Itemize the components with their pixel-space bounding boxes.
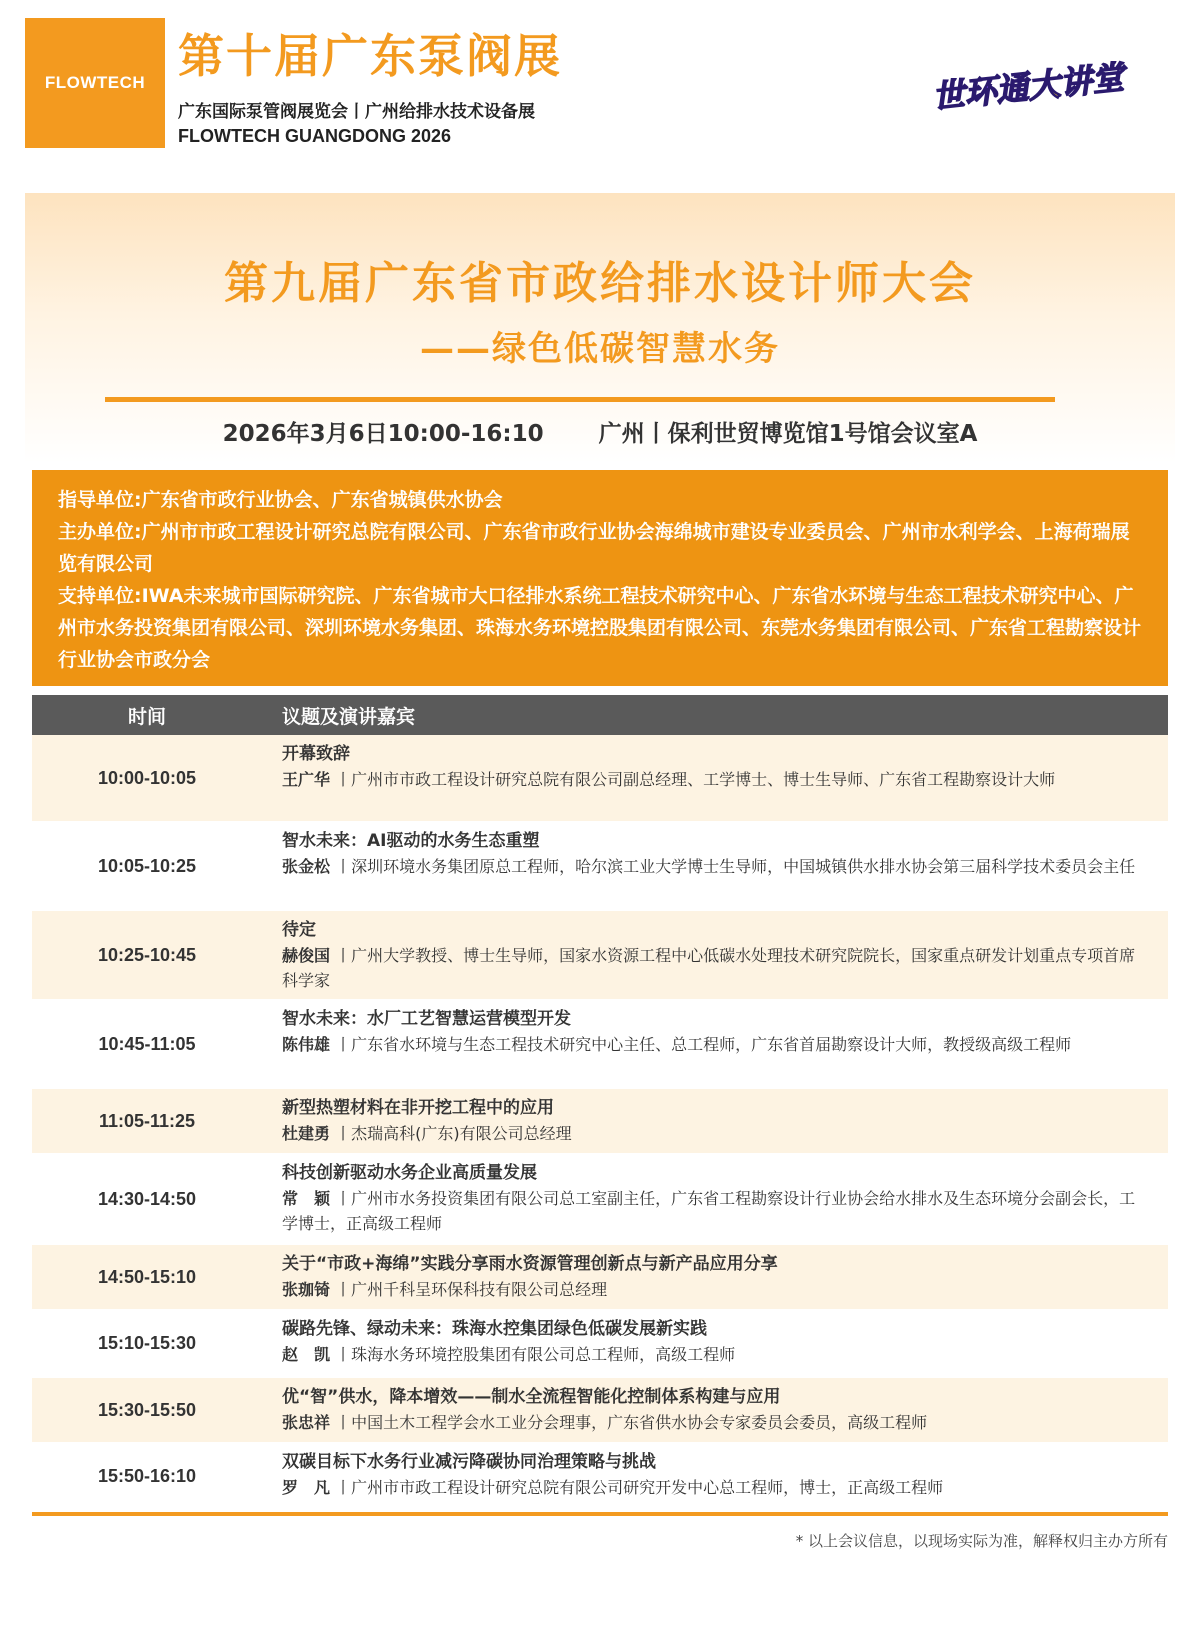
speaker-desc: 广州市市政工程设计研究总院有限公司研究开发中心总工程师，博士，正高级工程师	[351, 1478, 944, 1497]
row-topic: 科技创新驱动水务企业高质量发展	[282, 1163, 537, 1183]
speaker-name: 杜建勇	[282, 1124, 331, 1143]
lecture-badge-logo	[920, 40, 1170, 130]
row-topic: 智水未来：水厂工艺智慧运营模型开发	[282, 1009, 571, 1029]
column-header-time: 时间	[127, 705, 166, 728]
row-speaker: 张金松 丨深圳环境水务集团原总工程师，哈尔滨工业大学博士生导师，中国城镇供水排水协会第三届科学技术委员会主任	[282, 857, 1136, 876]
banner-divider	[105, 397, 1055, 402]
row-speaker: 王广华 丨广州市市政工程设计研究总院有限公司副总经理、工学博士、博士生导师、广东省工程勘察设计大师	[282, 770, 1056, 789]
conference-date: 2026年3月6日10:00-16:10	[222, 421, 544, 447]
host-units: 主办单位:广州市市政工程设计研究总院有限公司、广东省市政行业协会海绵城市建设专业委员会、广州市水利学会、上海荷瑞展览有限公司	[58, 521, 1130, 575]
expo-english-name: FLOWTECH GUANGDONG 2026	[178, 126, 452, 146]
badge-part2: 大讲堂	[1026, 58, 1126, 106]
table-row	[32, 1000, 1168, 1089]
speaker-desc: 中国土木工程学会水工业分会理事，广东省供水协会专家委员会委员，高级工程师	[351, 1413, 928, 1432]
speaker-name: 罗 凡	[282, 1478, 331, 1497]
row-topic: 待定	[282, 920, 316, 940]
row-speaker: 罗 凡 丨广州市市政工程设计研究总院有限公司研究开发中心总工程师，博士，正高级工程师	[282, 1478, 944, 1497]
schedule-table	[32, 695, 1168, 1511]
expo-subtitle: 广东国际泵管阀展览会丨广州给排水技术设备展	[178, 102, 535, 122]
column-header-topic: 议题及演讲嘉宾	[282, 705, 416, 728]
table-row	[32, 1154, 1168, 1245]
speaker-name: 张金松	[282, 857, 331, 876]
row-speaker: 张珈锜 丨广州千科呈环保科技有限公司总经理	[282, 1280, 608, 1299]
row-speaker: 常 颖 丨广州市水务投资集团有限公司总工室副主任，广东省工程勘察设计行业协会给水排水及生态环境分会副会长，工学博士，正高级工程师	[282, 1189, 1136, 1233]
conference-banner	[25, 193, 1175, 463]
page-header	[0, 0, 1200, 160]
conference-subtitle: ——绿色低碳智慧水务	[420, 329, 780, 369]
logo-text: FLOWTECH	[44, 73, 146, 92]
speaker-desc: 杰瑞高科(广东)有限公司总经理	[351, 1124, 572, 1143]
speaker-name: 王广华	[282, 770, 331, 789]
speaker-desc: 广州市市政工程设计研究总院有限公司副总经理、工学博士、博士生导师、广东省工程勘察设计大师	[351, 770, 1056, 789]
table-row	[32, 1089, 1168, 1154]
speaker-desc: 深圳环境水务集团原总工程师，哈尔滨工业大学博士生导师，中国城镇供水排水协会第三届科学技术委员会主任	[351, 857, 1136, 876]
support-units: 支持单位:IWA未来城市国际研究院、广东省城市大口径排水系统工程技术研究中心、广东省水环境与生态工程技术研究中心、广州市水务投资集团有限公司、深圳环境水务集团、珠海水务环境控股集团有限公司、东莞水务集团有限公司、广东省工程勘察设计行业协会市政分会	[58, 585, 1142, 671]
row-topic: 智水未来：AI驱动的水务生态重塑	[282, 831, 540, 851]
speaker-name: 常 颖	[282, 1189, 331, 1208]
row-speaker: 赵 凯 丨珠海水务环境控股集团有限公司总工程师，高级工程师	[282, 1345, 736, 1364]
speaker-name: 张珈锜	[282, 1280, 331, 1299]
organizers-box	[32, 470, 1168, 686]
conference-venue: 广州丨保利世贸博览馆1号馆会议室A	[598, 421, 978, 447]
disclaimer-footnote: * 以上会议信息，以现场实际为准，解释权归主办方所有	[795, 1532, 1168, 1550]
row-time: 14:30-14:50	[97, 1188, 197, 1209]
badge-text	[930, 52, 1126, 118]
row-topic: 碳路先锋、绿动未来：珠海水控集团绿色低碳发展新实践	[282, 1319, 707, 1339]
row-time: 11:05-11:25	[98, 1110, 196, 1131]
flowtech-logo	[25, 18, 165, 148]
speaker-desc: 广州千科呈环保科技有限公司总经理	[351, 1280, 608, 1299]
row-time: 14:50-15:10	[97, 1266, 197, 1287]
row-time: 15:10-15:30	[97, 1333, 197, 1353]
table-row	[32, 1378, 1168, 1443]
table-row	[32, 735, 1168, 822]
badge-part1: 世环通	[930, 68, 1031, 116]
row-time: 10:45-11:05	[98, 1033, 196, 1054]
row-topic: 优“智”供水，降本增效——制水全流程智能化控制体系构建与应用	[282, 1387, 781, 1407]
table-row	[32, 911, 1168, 1000]
row-speaker: 赫俊国 丨广州大学教授、博士生导师，国家水资源工程中心低碳水处理技术研究院院长，国家重点研发计划重点专项首席科学家	[282, 946, 1136, 990]
speaker-desc: 广州市水务投资集团有限公司总工室副主任，广东省工程勘察设计行业协会给水排水及生态环境分会副会长，工学博士，正高级工程师	[282, 1189, 1136, 1233]
row-speaker: 张忠祥 丨中国土木工程学会水工业分会理事，广东省供水协会专家委员会委员，高级工程师	[282, 1413, 928, 1432]
row-topic: 双碳目标下水务行业减污降碳协同治理策略与挑战	[282, 1452, 656, 1472]
speaker-desc: 广州大学教授、博士生导师，国家水资源工程中心低碳水处理技术研究院院长，国家重点研发计划重点专项首席科学家	[282, 946, 1136, 990]
expo-title: 第十届广东泵阀展	[178, 29, 562, 83]
speaker-desc: 珠海水务环境控股集团有限公司总工程师，高级工程师	[351, 1345, 736, 1364]
table-row	[32, 1245, 1168, 1310]
row-speaker: 陈伟雄 丨广东省水环境与生态工程技术研究中心主任、总工程师，广东省首届勘察设计大师，教授级高级工程师	[282, 1035, 1072, 1054]
row-time: 10:25-10:45	[97, 944, 197, 965]
row-time: 10:00-10:05	[97, 767, 197, 788]
bottom-divider	[32, 1512, 1168, 1516]
row-topic: 开幕致辞	[282, 744, 350, 764]
guide-units: 指导单位:广东省市政行业协会、广东省城镇供水协会	[58, 489, 503, 511]
conference-info	[25, 415, 1175, 448]
table-row	[32, 822, 1168, 911]
row-time: 15:50-16:10	[97, 1466, 197, 1486]
speaker-desc: 广东省水环境与生态工程技术研究中心主任、总工程师，广东省首届勘察设计大师，教授级高级工程师	[351, 1035, 1072, 1054]
table-row	[32, 1443, 1168, 1511]
table-header	[32, 695, 1168, 735]
table-row	[32, 1310, 1168, 1378]
speaker-name: 张忠祥	[282, 1413, 331, 1432]
row-speaker: 杜建勇 丨杰瑞高科(广东)有限公司总经理	[282, 1124, 572, 1143]
row-topic: 新型热塑材料在非开挖工程中的应用	[282, 1098, 554, 1118]
conference-title: 第九届广东省市政给排水设计师大会	[224, 258, 976, 309]
row-topic: 关于“市政+海绵”实践分享雨水资源管理创新点与新产品应用分享	[282, 1254, 778, 1274]
speaker-name: 赫俊国	[282, 946, 331, 965]
speaker-name: 赵 凯	[282, 1345, 331, 1364]
row-time: 15:30-15:50	[97, 1399, 197, 1420]
row-time: 10:05-10:25	[97, 855, 197, 876]
speaker-name: 陈伟雄	[282, 1035, 331, 1054]
